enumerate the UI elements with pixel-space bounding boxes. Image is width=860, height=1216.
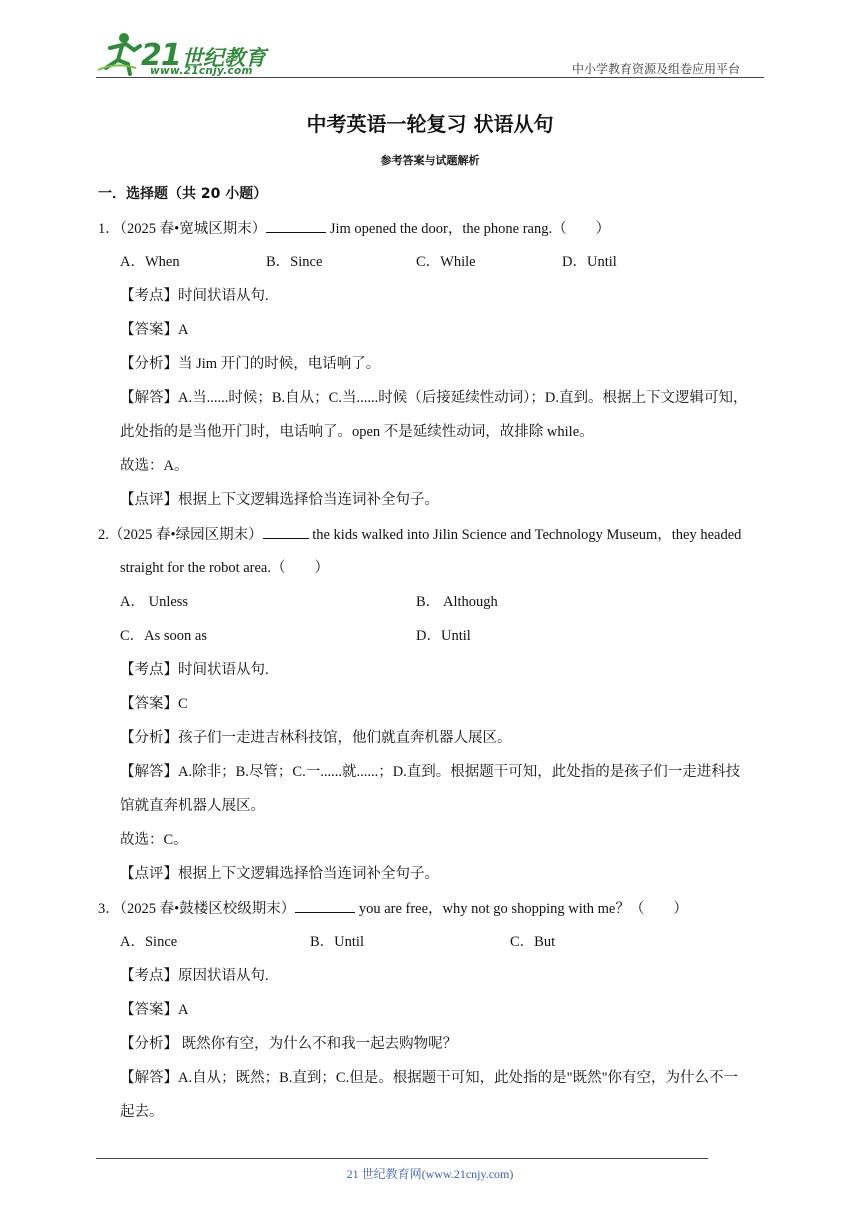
question-1-analysis: 【分析】当 Jim 开门的时候，电话响了。 — [120, 356, 381, 372]
platform-name: 中小学教育资源及组卷应用平台 — [572, 62, 741, 76]
footer-link[interactable]: 21 世纪教育网(www.21cnjy.com) — [346, 1167, 514, 1181]
question-3-analysis: 【分析】 既然你有空，为什么不和我一起去购物呢？ — [120, 1036, 458, 1052]
question-2-option-d: D．Until — [416, 628, 471, 644]
question-1-answer: 【答案】A — [120, 322, 189, 338]
question-1-option-d: D．Until — [562, 254, 617, 270]
question-3-option-b: B．Until — [310, 934, 364, 950]
logo-text: 世纪教育 — [182, 46, 266, 70]
question-3-text: you are free，why not go shopping with me？（ ） — [355, 901, 688, 917]
question-1-comment: 【点评】根据上下文逻辑选择恰当连词补全句子。 — [120, 492, 439, 508]
question-3-option-a: A．Since — [120, 934, 178, 950]
question-2-text: the kids walked into Jilin Science and Technology Museum，they headed — [308, 527, 742, 543]
question-2-solution-line-2: 馆就直奔机器人展区。 — [120, 798, 265, 814]
question-2-analysis: 【分析】孩子们一走进吉林科技馆，他们就直奔机器人展区。 — [120, 730, 512, 746]
question-1-solution-line-1: 【解答】A.当......时候；B.自从；C.当......时候（后接延续性动词）；D.直到。根据上下文逻辑可知， — [120, 390, 748, 406]
runner-logo-icon — [96, 30, 144, 76]
question-2-option-b: B． Although — [416, 594, 498, 610]
question-1-choice: 故选：A。 — [120, 458, 189, 474]
question-3-solution-line-1: 【解答】A.自从；既然；B.直到；C.但是。根据题干可知，此处指的是"既然"你有空，为什么不一 — [120, 1070, 739, 1086]
question-2-solution-line-1: 【解答】A.除非；B.尽管；C.一......就......；D.直到。根据题干可知，此处指的是孩子们一走进科技 — [120, 764, 741, 780]
question-2-comment: 【点评】根据上下文逻辑选择恰当连词补全句子。 — [120, 866, 439, 882]
question-1-blank — [266, 218, 326, 233]
question-3-stem — [98, 898, 688, 919]
question-2-choice: 故选：C。 — [120, 832, 188, 848]
question-3-source: 3．（2025 春•鼓楼区校级期末） — [98, 901, 296, 917]
question-1-option-a: A．When — [120, 254, 180, 270]
question-1-solution-line-2: 此处指的是当他开门时，电话响了。open 不是延续性动词，故排除 while。 — [120, 424, 594, 440]
question-2-stem — [98, 524, 741, 545]
header-divider — [96, 77, 764, 78]
question-1-stem — [98, 218, 610, 239]
logo-number: 21 — [141, 38, 181, 73]
question-1-option-b: B．Since — [266, 254, 323, 270]
section-heading: 一．选择题（共 20 小题） — [98, 186, 268, 202]
question-1-kaodian: 【考点】时间状语从句. — [120, 288, 269, 304]
logo-url: www.21cnjy.com — [150, 65, 253, 77]
question-3-solution-line-2: 起去。 — [120, 1104, 164, 1120]
page-title: 中考英语一轮复习 状语从句 — [306, 112, 554, 136]
page-subtitle: 参考答案与试题解析 — [380, 154, 480, 167]
footer-divider — [96, 1158, 708, 1159]
question-3-answer: 【答案】A — [120, 1002, 189, 1018]
question-1-source: 1．（2025 春•宽城区期末） — [98, 221, 267, 237]
question-2-kaodian: 【考点】时间状语从句. — [120, 662, 269, 678]
question-2-blank — [263, 524, 309, 539]
question-2-stem-line-2: straight for the robot area.（ ） — [120, 560, 329, 576]
question-2-option-c: C．As soon as — [120, 628, 208, 644]
question-2-option-a: A． Unless — [120, 594, 189, 610]
question-1-text: Jim opened the door，the phone rang.（ ） — [326, 221, 611, 237]
question-3-option-c: C．But — [510, 934, 556, 950]
question-3-kaodian: 【考点】原因状语从句. — [120, 968, 269, 984]
question-1-option-c: C．While — [416, 254, 476, 270]
question-2-source: 2.（2025 春•绿园区期末） — [98, 527, 263, 543]
question-3-blank — [295, 898, 355, 913]
question-2-answer: 【答案】C — [120, 696, 188, 712]
